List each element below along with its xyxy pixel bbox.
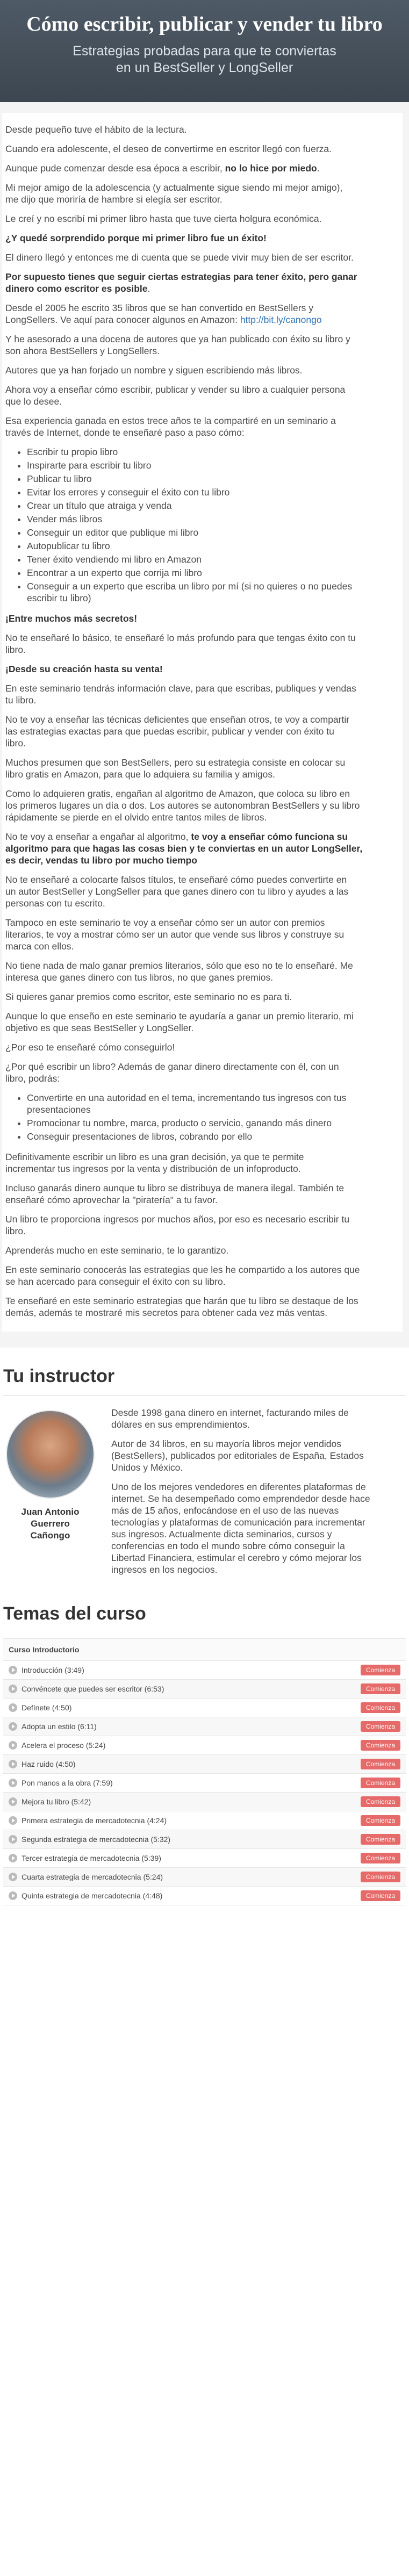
lesson-row[interactable] <box>3 1680 406 1699</box>
start-lesson-button[interactable]: Comienza <box>361 1872 400 1882</box>
instructor-profile <box>3 1407 97 1589</box>
text: No te enseñaré a colocarte falsos títulos, te enseñaré cómo puedes convertirte en <box>5 874 347 885</box>
paragraph <box>5 831 399 866</box>
lesson-title: Mejora tu libro (5:42) <box>21 1797 91 1806</box>
paragraph <box>5 1264 399 1287</box>
bio-paragraph <box>111 1481 406 1575</box>
start-lesson-button[interactable]: Comienza <box>361 1890 400 1901</box>
emphasis: ¡Desde su creación hasta su venta! <box>5 664 163 674</box>
text: enseñaré cómo aprovechar la "piratería" a tu favor. <box>5 1195 218 1205</box>
paragraph <box>5 384 399 407</box>
start-lesson-button[interactable]: Comienza <box>361 1721 400 1732</box>
play-icon <box>9 1760 17 1768</box>
text: literarios, te voy a mostrar cómo ser un autor que vende sus libros y construye su <box>5 929 345 940</box>
name-line: Juan Antonio <box>21 1507 80 1517</box>
play-icon <box>9 1816 17 1825</box>
lesson-title: Segunda estrategia de mercadotecnia (5:32) <box>21 1835 171 1844</box>
text: libro, podrás: <box>5 1073 60 1084</box>
text: objetivo es que seas BestSeller y LongSeller. <box>5 1023 194 1033</box>
lesson-row[interactable] <box>3 1830 406 1849</box>
play-icon <box>9 1835 17 1844</box>
paragraph <box>5 415 399 438</box>
page-subtitle <box>0 43 409 76</box>
bio-paragraph <box>111 1438 406 1473</box>
lesson-row[interactable] <box>3 1699 406 1717</box>
paragraph <box>5 162 399 174</box>
text: Incluso ganarás dinero aunque tu libro se distribuya de manera ilegal. También te <box>5 1183 345 1193</box>
paragraph <box>5 917 399 952</box>
lesson-row[interactable] <box>3 1755 406 1774</box>
start-lesson-button[interactable]: Comienza <box>361 1778 400 1788</box>
emphasis: Por supuesto tienes que seguir ciertas estrategias para tener éxito, pero ganar <box>5 271 357 282</box>
text: un autor BestSeller y LongSeller para que ganes dinero con tu libro y ayudes a las <box>5 886 349 897</box>
text: interesa que ganes dinero con tus libros, no que ganes premios. <box>5 972 274 983</box>
lesson-title: Acelera el proceso (5:24) <box>21 1741 106 1750</box>
avatar <box>6 1410 95 1499</box>
emphasis: no lo hice por miedo <box>225 163 317 174</box>
text: que lo desee. <box>5 396 62 407</box>
text: libro. <box>5 1226 26 1236</box>
start-lesson-button[interactable]: Comienza <box>361 1665 400 1675</box>
list-item: • Inspirarte para escribir tu libro <box>27 459 399 471</box>
list-item: • Vender más libros <box>27 513 399 525</box>
text: LongSellers. Ve aquí para conocer algunos en Amazon: <box>5 314 240 325</box>
list-item: • Escribir tu propio libro <box>27 446 399 458</box>
paragraph <box>5 1010 399 1034</box>
play-icon <box>9 1685 17 1693</box>
play-icon <box>9 1741 17 1750</box>
paragraph: Le creí y no escribí mi primer libro hasta que tuve cierta holgura económica. <box>5 213 322 224</box>
lesson-title: Introducción (3:49) <box>21 1666 84 1674</box>
paragraph: Si quieres ganar premios como escritor, este seminario no es para ti. <box>5 991 292 1002</box>
content-area <box>0 102 409 1348</box>
paragraph <box>5 232 399 244</box>
text: Te enseñaré en este seminario estrategias que harán que tu libro se destaque de los <box>5 1296 358 1306</box>
list-item: • Encontrar a un experto que corrija mi libro <box>27 567 399 579</box>
instructor-section <box>0 1407 409 1589</box>
lesson-title: Haz ruido (4:50) <box>21 1760 76 1768</box>
text: En este seminario conocerás las estrategias que les he compartido a los autores que <box>5 1264 360 1275</box>
lesson-title: Primera estrategia de mercadotecnia (4:24) <box>21 1816 167 1825</box>
play-icon <box>9 1854 17 1862</box>
lesson-row[interactable] <box>3 1849 406 1868</box>
name-line: Cañongo <box>30 1530 70 1541</box>
course-section-header: Curso Introductorio <box>3 1639 406 1661</box>
play-icon <box>9 1722 17 1731</box>
text: tu libro. <box>5 695 37 706</box>
start-lesson-button[interactable]: Comienza <box>361 1702 400 1713</box>
text: Muchos presumen que son BestSellers, pero su estrategia consiste en colocar su <box>5 757 346 768</box>
text: libro. <box>5 644 26 655</box>
divider <box>3 1395 406 1396</box>
text: Como lo adquieren gratis, engañan al algoritmo de Amazon, que coloca su libro en <box>5 788 350 799</box>
text: las estrategias exactas para que puedas escribir, publicar y vender con éxito tu <box>5 726 334 737</box>
article-body <box>2 113 403 1332</box>
text: Desde el 2005 he escrito 35 libros que se han convertido en BestSellers y <box>5 303 313 313</box>
text: No tiene nada de malo ganar premios literarios, sólo que eso no te lo enseñaré. Me <box>5 960 353 971</box>
paragraph: Aprenderás mucho en este seminario, te lo garantizo. <box>5 1245 229 1256</box>
list-item: • Conseguir un editor que publique mi libro <box>27 527 399 538</box>
text: presentaciones <box>27 1104 91 1115</box>
lesson-row[interactable] <box>3 1793 406 1811</box>
paragraph <box>5 960 399 983</box>
text: través de Internet, donde te enseñaré paso a paso cómo: <box>5 427 245 438</box>
list-item <box>27 580 399 604</box>
emphasis: algoritmo para que hagas las cosas bien y te conviertas en un autor LongSeller, <box>5 843 363 854</box>
paragraph <box>5 663 399 675</box>
text: Uno de los mejores vendedores en diferentes plataformas de <box>111 1481 366 1492</box>
lesson-title: Tercer estrategia de mercadotecnia (5:39) <box>21 1854 161 1862</box>
paragraph <box>5 1061 399 1084</box>
start-lesson-button[interactable]: Comienza <box>361 1683 400 1694</box>
text: Esa experiencia ganada en estos trece años te la compartiré en un seminario a <box>5 415 336 426</box>
start-lesson-button[interactable]: Comienza <box>361 1759 400 1769</box>
text: No te voy a enseñar las técnicas deficientes que enseñan otros, te voy a compartir <box>5 714 350 725</box>
text: conferencias en todo el mundo sobre cómo conseguir la <box>111 1541 345 1551</box>
subtitle-line: Estrategias probadas para que te conviertas <box>73 44 336 59</box>
paragraph <box>5 271 399 294</box>
text: Un libro te proporciona ingresos por muchos años, por eso es necesario escribir tu <box>5 1214 350 1225</box>
paragraph <box>5 632 399 656</box>
text: Conseguir a un experto que escriba un libro por mí (si no quieres o no puedes <box>27 581 353 592</box>
text: internet. Se ha desempeñado como emprendedor desde hace <box>111 1493 370 1504</box>
lesson-row[interactable] <box>3 1736 406 1755</box>
text: Libertad Financiera, estimular el cerebro y cómo mejorar los <box>111 1552 362 1563</box>
list-item: • Conseguir presentaciones de libros, cobrando por ello <box>27 1131 399 1142</box>
text: dólares en sus emprendimientos. <box>111 1419 250 1430</box>
play-icon <box>9 1703 17 1712</box>
instructor-bio <box>97 1407 406 1589</box>
lesson-title: Defínete (4:50) <box>21 1703 72 1712</box>
text: ¿Por qué escribir un libro? Además de ganar dinero directamente con él, con un <box>5 1061 339 1072</box>
text: Definitivamente escribir un libro es una gran decisión, ya que te permite <box>5 1152 304 1162</box>
course-topics <box>3 1638 406 1905</box>
paragraph <box>5 1182 399 1206</box>
text: libro. <box>5 738 26 749</box>
play-icon <box>9 1797 17 1806</box>
text: incrementar tus ingresos por la venta y distribución de un infoproducto. <box>5 1163 301 1174</box>
text: libro gratis en Amazon, para que lo adquiera su familia y amigos. <box>5 769 275 780</box>
list-item: • Evitar los errores y conseguir el éxito con tu libro <box>27 486 399 498</box>
start-lesson-button[interactable]: Comienza <box>361 1853 400 1863</box>
topics-heading: Temas del curso <box>3 1603 146 1624</box>
text: Aunque pude comenzar desde esa época a escribir, <box>5 163 225 174</box>
hero-banner <box>0 0 409 102</box>
text: Desde 1998 gana dinero en internet, facturando miles de <box>111 1407 349 1418</box>
emphasis: dinero como escritor es posible <box>5 283 148 294</box>
text: Ahora voy a enseñar cómo escribir, publicar y vender su libro a cualquier persona <box>5 384 346 395</box>
paragraph <box>5 874 399 909</box>
benefits-list <box>27 446 399 604</box>
text: marca con ellos. <box>5 941 74 952</box>
text: rápidamente se pierde en el olvido entre tantos miles de libros. <box>5 812 267 823</box>
text: En este seminario tendrás información clave, para que escribas, publiques y vendas <box>5 683 356 694</box>
text: Convertirte en una autoridad en el tema, incrementando tus ingresos con tus <box>27 1092 347 1103</box>
list-item <box>27 1092 399 1116</box>
emphasis: ¡Entre muchos más secretos! <box>5 613 138 624</box>
play-icon <box>9 1666 17 1674</box>
lesson-title: Convéncete que puedes ser escritor (6:53) <box>21 1685 164 1693</box>
text: más de 15 años, enfocándose en el uso de las nuevas <box>111 1505 339 1516</box>
text: Tampoco en este seminario te voy a enseñar cómo ser un autor con premios <box>5 917 325 928</box>
text: Autor de 34 libros, en su mayoría libros mejor vendidos <box>111 1438 341 1449</box>
play-icon <box>9 1779 17 1787</box>
text: ingresos en los negocios. <box>111 1564 218 1575</box>
lesson-row[interactable] <box>3 1811 406 1830</box>
emphasis: ¿Y quedé sorprendido porque mi primer libro fue un éxito! <box>5 233 267 243</box>
start-lesson-button[interactable]: Comienza <box>361 1815 400 1826</box>
paragraph: Cuando era adolescente, el deseo de convertirme en escritor llegó con fuerza. <box>5 143 332 154</box>
play-icon <box>9 1873 17 1881</box>
text: sus ingresos. Actualmente dicta seminarios, cursos y <box>111 1529 332 1539</box>
instructor-heading: Tu instructor <box>3 1366 115 1386</box>
paragraph <box>5 788 399 823</box>
paragraph: Autores que ya han forjado un nombre y siguen escribiendo más libros. <box>5 365 303 376</box>
lesson-title: Quinta estrategia de mercadotecnia (4:48) <box>21 1891 163 1900</box>
paragraph <box>5 182 399 205</box>
list-item: • Promocionar tu nombre, marca, producto o servicio, ganando más dinero <box>27 1117 399 1129</box>
instructor-name <box>3 1506 97 1542</box>
text: (BestSellers), publicados por editoriales de España, Estados <box>111 1450 364 1461</box>
paragraph <box>5 613 399 624</box>
text: Unidos y México. <box>111 1462 183 1473</box>
text: Aunque lo que enseño en este seminario te ayudaría a ganar un premio literario, mi <box>5 1011 354 1021</box>
text: escribir tu libro) <box>27 593 91 603</box>
paragraph <box>5 682 399 706</box>
paragraph <box>5 757 399 780</box>
lesson-row[interactable] <box>3 1717 406 1736</box>
text: los primeros lugares un día o dos. Los autores se autonombran BestSellers y su libro <box>5 800 360 811</box>
text: me dijo que moriría de hambre si elegía ser escritor. <box>5 194 223 205</box>
list-item: • Autopublicar tu libro <box>27 540 399 552</box>
lesson-row[interactable] <box>3 1661 406 1680</box>
bio-paragraph <box>111 1407 406 1430</box>
text: tecnologías y plataformas de comunicación para incrementar <box>111 1517 365 1528</box>
subtitle-line: en un BestSeller y LongSeller <box>116 60 293 75</box>
start-lesson-button[interactable]: Comienza <box>361 1834 400 1845</box>
text: Y he asesorado a una docena de autores que ya han publicado con éxito su libro y <box>5 334 350 344</box>
text: demás, además te mostraré mis secretos para obtener cada vez más ventas. <box>5 1307 328 1318</box>
text: son ahora BestSellers y LongSellers. <box>5 346 160 356</box>
list-item: • Tener éxito vendiendo mi libro en Amazon <box>27 553 399 565</box>
lesson-row[interactable] <box>3 1868 406 1887</box>
amazon-link[interactable]: http://bit.ly/canongo <box>240 314 322 325</box>
paragraph <box>5 1213 399 1237</box>
text: Mi mejor amigo de la adolescencia (y actualmente sigue siendo mi mejor amigo), <box>5 182 343 193</box>
paragraph: ¿Por eso te enseñaré cómo conseguirlo! <box>5 1042 175 1053</box>
lesson-title: Cuarta estrategia de mercadotecnia (5:24) <box>21 1873 163 1881</box>
play-icon <box>9 1891 17 1900</box>
start-lesson-button[interactable]: Comienza <box>361 1740 400 1751</box>
emphasis: es decir, vendas tu libro por mucho tiempo <box>5 855 197 866</box>
paragraph: El dinero llegó y entonces me di cuenta que se puede vivir muy bien de ser escritor. <box>5 252 354 263</box>
name-line: Guerrero <box>31 1519 70 1529</box>
lesson-row[interactable] <box>3 1774 406 1793</box>
text: personas con tu escrito. <box>5 898 105 909</box>
list-item: • Crear un título que atraiga y venda <box>27 500 399 512</box>
page-title: Cómo escribir, publicar y vender tu libro <box>26 13 383 35</box>
lesson-title: Adopta un estilo (6:11) <box>21 1722 97 1731</box>
text: No te voy a enseñar a engañar al algoritmo, <box>5 831 191 842</box>
lesson-row[interactable] <box>3 1887 406 1905</box>
book-benefits-list <box>27 1092 399 1142</box>
paragraph <box>5 1151 399 1175</box>
start-lesson-button[interactable]: Comienza <box>361 1796 400 1807</box>
paragraph <box>5 1295 399 1319</box>
paragraph <box>5 714 399 749</box>
text: . <box>317 163 320 174</box>
paragraph <box>5 302 399 326</box>
text: . <box>147 283 150 294</box>
lesson-list <box>3 1661 406 1905</box>
text: se han acercado para conseguir el éxito con su libro. <box>5 1276 226 1287</box>
emphasis: te voy a enseñar cómo funciona su <box>191 831 348 842</box>
text: No te enseñaré lo básico, te enseñaré lo más profundo para que tengas éxito con tu <box>5 632 356 643</box>
lesson-title: Pon manos a la obra (7:59) <box>21 1779 113 1787</box>
paragraph <box>5 333 399 357</box>
list-item: • Publicar tu libro <box>27 473 399 485</box>
paragraph: Desde pequeño tuve el hábito de la lectura. <box>5 124 187 135</box>
